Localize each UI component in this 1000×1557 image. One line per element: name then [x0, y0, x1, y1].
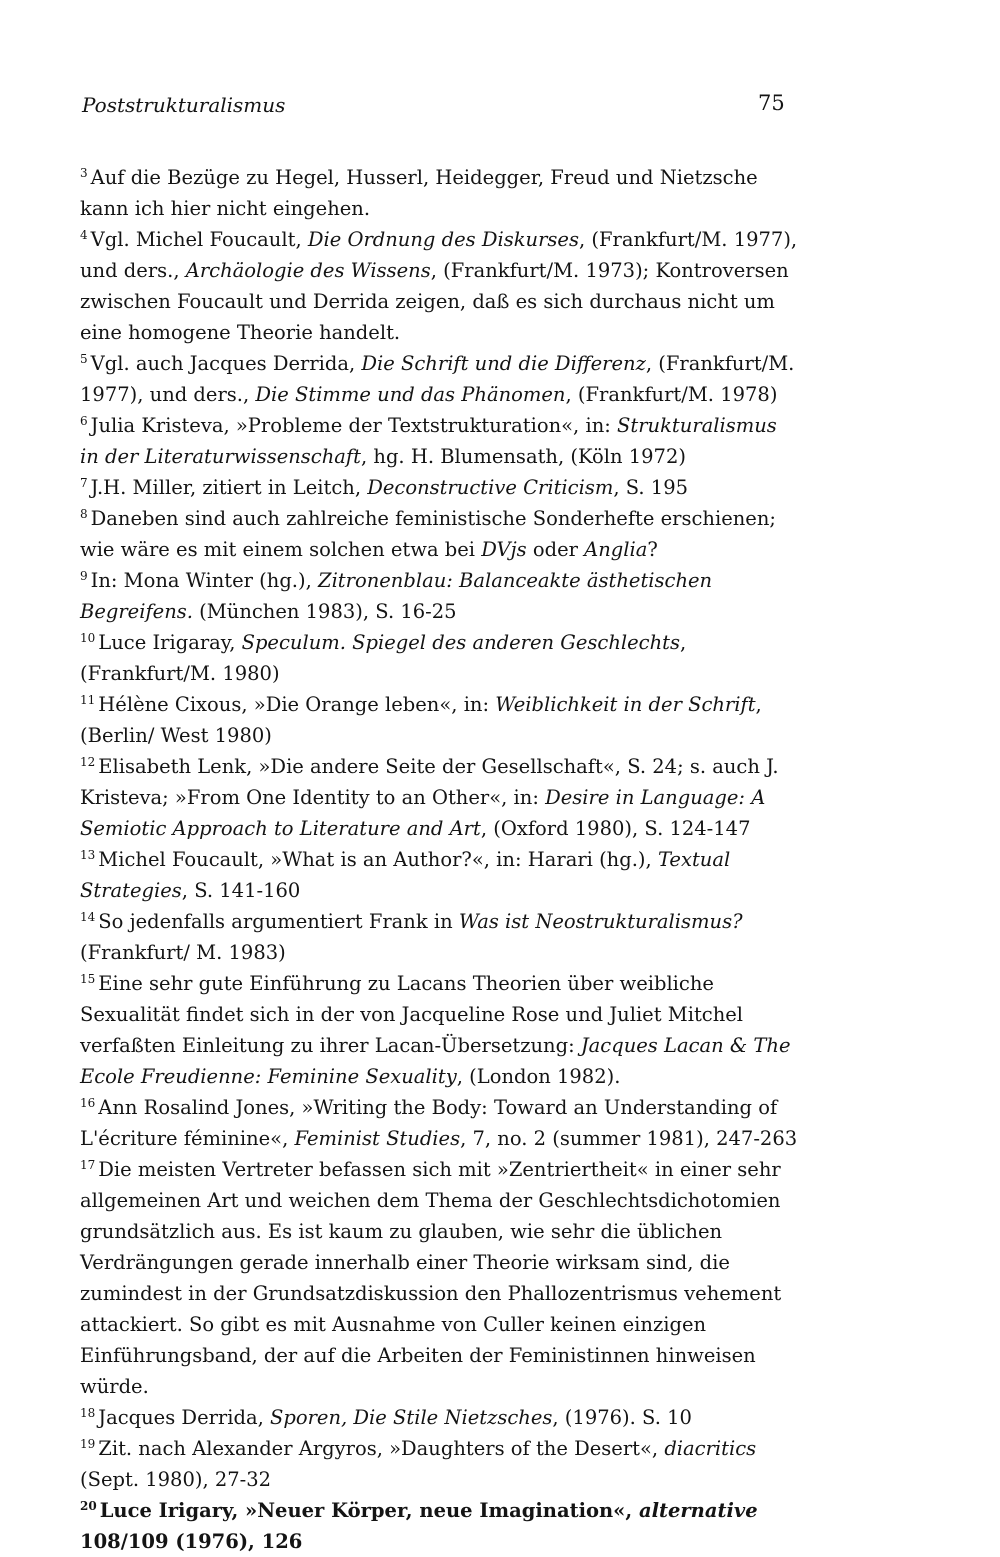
footnote-text: Vgl. auch Jacques Derrida, — [90, 352, 362, 375]
footnote-number: 8 — [80, 506, 88, 521]
footnote-number: 14 — [80, 909, 96, 924]
running-title: Poststrukturalismus — [82, 93, 286, 117]
footnote-number: 3 — [80, 165, 88, 180]
footnote-16 — [80, 1092, 800, 1154]
footnote-text: Ann Rosalind Jones, »Writing the Body: Toward an Understanding of L'écriture féminine«, — [80, 1096, 778, 1150]
footnote-number: 20 — [80, 1498, 97, 1513]
footnote-number: 15 — [80, 971, 96, 986]
footnote-title: Archäologie des Wissens — [185, 259, 431, 282]
footnote-title: Die Ordnung des Diskurses — [307, 228, 579, 251]
footnote-text: Die meisten Vertreter befassen sich mit »Zentriertheit« in einer sehr allgemeinen Art und weichen dem Thema der Geschlechtsdichotomien grundsätzlich aus. Es ist kaum zu glauben, wie sehr die üblichen Verdrängungen gerade innerhalb einer Theorie wirksam sind, die zumindest in der Grundsatzdiskussion den Phallozentrismus vehement attackiert. So gibt es mit Ausnahme von Culler keinen einzigen Einführungsband, der auf die Arbeiten der Feministinnen hinweisen würde. — [80, 1158, 782, 1398]
footnote-title: Die Stimme und das Phänomen — [255, 383, 566, 406]
footnote-title: DVjs — [481, 538, 527, 561]
footnote-number: 11 — [80, 692, 96, 707]
footnote-3 — [80, 162, 800, 224]
footnote-text: Vgl. Michel Foucault, — [90, 228, 308, 251]
footnote-18 — [80, 1402, 800, 1433]
footnote-text: Elisabeth Lenk, »Die andere Seite der Gesellschaft«, S. 24; s. auch J. Kristeva; »From One Identity to an Other«, in: — [80, 755, 779, 809]
footnote-12 — [80, 751, 800, 844]
footnote-text: (Sept. 1980), 27-32 — [80, 1468, 272, 1491]
footnote-8 — [80, 503, 800, 565]
footnote-14 — [80, 906, 800, 968]
footnote-text: , hg. H. Blumensath, (Köln 1972) — [360, 445, 686, 468]
footnote-text: , (Oxford 1980), S. 124-147 — [480, 817, 751, 840]
footnote-text: , (Frankfurt/M. 1973); Kontroversen zwischen Foucault und Derrida zeigen, daß es sich durchaus nicht um eine homogene Theorie handelt. — [80, 259, 789, 344]
footnote-text: 108/109 (1976), 126 — [80, 1530, 303, 1553]
footnote-title: Textual Strategies — [80, 848, 731, 902]
footnote-title: diacritics — [664, 1437, 757, 1460]
footnote-text: J.H. Miller, zitiert in Leitch, — [90, 476, 368, 499]
footnote-text: Julia Kristeva, »Probleme der Textstrukturation«, in: — [90, 414, 618, 437]
footnote-text: , (1976). S. 10 — [552, 1406, 692, 1429]
footnote-text: , 7, no. 2 (summer 1981), 247-263 — [460, 1127, 798, 1150]
footnote-text: Auf die Bezüge zu Hegel, Husserl, Heidegger, Freud und Nietzsche kann ich hier nicht eingehen. — [80, 166, 758, 220]
footnote-11 — [80, 689, 800, 751]
footnote-13 — [80, 844, 800, 906]
footnote-text: , S. 141-160 — [181, 879, 301, 902]
footnote-text: Eine sehr gute Einführung zu Lacans Theorien über weibliche Sexualität findet sich in der von Jacqueline Rose und Juliet Mitchel verfaßten Einleitung zu ihrer Lacan-Übersetzung: — [80, 972, 744, 1057]
footnote-title: Desire in Language: A Semiotic Approach to Literature and Art — [80, 786, 766, 840]
footnote-text: oder — [526, 538, 585, 561]
footnote-number: 7 — [80, 475, 88, 490]
footnote-text: In: Mona Winter (hg.), — [90, 569, 319, 592]
footnote-10 — [80, 627, 800, 689]
footnote-number: 19 — [80, 1436, 96, 1451]
page-number: 75 — [758, 91, 785, 115]
footnote-title: Feminist Studies — [294, 1127, 461, 1150]
footnote-17 — [80, 1154, 800, 1402]
footnote-text: Zit. nach Alexander Argyros, »Daughters of the Desert«, — [98, 1437, 665, 1460]
footnote-title: Weiblichkeit in der Schrift — [495, 693, 756, 716]
footnote-text: , (Frankfurt/M. 1978) — [565, 383, 778, 406]
footnote-text: Luce Irigary, »Neuer Körper, neue Imagination«, — [99, 1499, 639, 1522]
footnote-text: Hélène Cixous, »Die Orange leben«, in: — [98, 693, 496, 716]
footnote-title: Sporen, Die Stile Nietzsches — [270, 1406, 553, 1429]
footnote-9 — [80, 565, 800, 627]
footnote-4 — [80, 224, 800, 348]
footnote-number: 10 — [80, 630, 96, 645]
footnote-number: 9 — [80, 568, 88, 583]
footnote-title: Zitronenblau: Balanceakte ästhetischen Begreifens. — [80, 569, 713, 623]
footnote-title: Speculum. Spiegel des anderen Geschlechts — [241, 631, 680, 654]
footnote-15 — [80, 968, 800, 1092]
footnote-text: , (Frankfurt/M. 1980) — [80, 631, 687, 685]
footnote-text: (Frankfurt/ M. 1983) — [80, 941, 286, 964]
footnote-5 — [80, 348, 800, 410]
footnote-text: , (Berlin/ West 1980) — [80, 693, 762, 747]
footnote-19 — [80, 1433, 800, 1495]
footnote-text: , (Frankfurt/M. 1977), und ders., — [80, 228, 798, 282]
footnote-text: , (Frankfurt/M. 1977), und ders., — [80, 352, 795, 406]
footnote-number: 5 — [80, 351, 88, 366]
footnote-title: Jacques Lacan & The Ecole Freudienne: Feminine Sexuality — [80, 1034, 791, 1088]
footnote-title: Die Schrift und die Differenz — [361, 352, 646, 375]
footnote-number: 17 — [80, 1157, 96, 1172]
footnote-title: Deconstructive Criticism — [367, 476, 614, 499]
footnote-text: Luce Irigaray, — [98, 631, 242, 654]
footnote-number: 18 — [80, 1405, 96, 1420]
footnote-text: , (London 1982). — [456, 1065, 621, 1088]
footnote-title: Was ist Neostrukturalismus? — [458, 910, 743, 933]
footnote-text: ? — [647, 538, 658, 561]
footnote-number: 4 — [80, 227, 88, 242]
footnote-text: Michel Foucault, »What is an Author?«, in: Harari (hg.), — [98, 848, 658, 871]
footnote-title: Strukturalismus in der Literaturwissenschaft — [80, 414, 777, 468]
footnote-text: , S. 195 — [613, 476, 689, 499]
footnote-text: Daneben sind auch zahlreiche feministische Sonderhefte erschienen; wie wäre es mit einem solchen etwa bei — [80, 507, 776, 561]
footnotes-list — [80, 162, 800, 1557]
footnote-number: 13 — [80, 847, 96, 862]
footnote-title: alternative — [638, 1499, 758, 1522]
footnote-text: So jedenfalls argumentiert Frank in — [98, 910, 459, 933]
footnote-text: (München 1983), S. 16-25 — [192, 600, 457, 623]
footnote-20 — [80, 1495, 800, 1557]
footnote-number: 12 — [80, 754, 96, 769]
footnote-7 — [80, 472, 800, 503]
footnote-title: Anglia — [584, 538, 648, 561]
footnote-text: Jacques Derrida, — [98, 1406, 270, 1429]
footnote-number: 16 — [80, 1095, 96, 1110]
footnote-6 — [80, 410, 800, 472]
footnote-number: 6 — [80, 413, 88, 428]
